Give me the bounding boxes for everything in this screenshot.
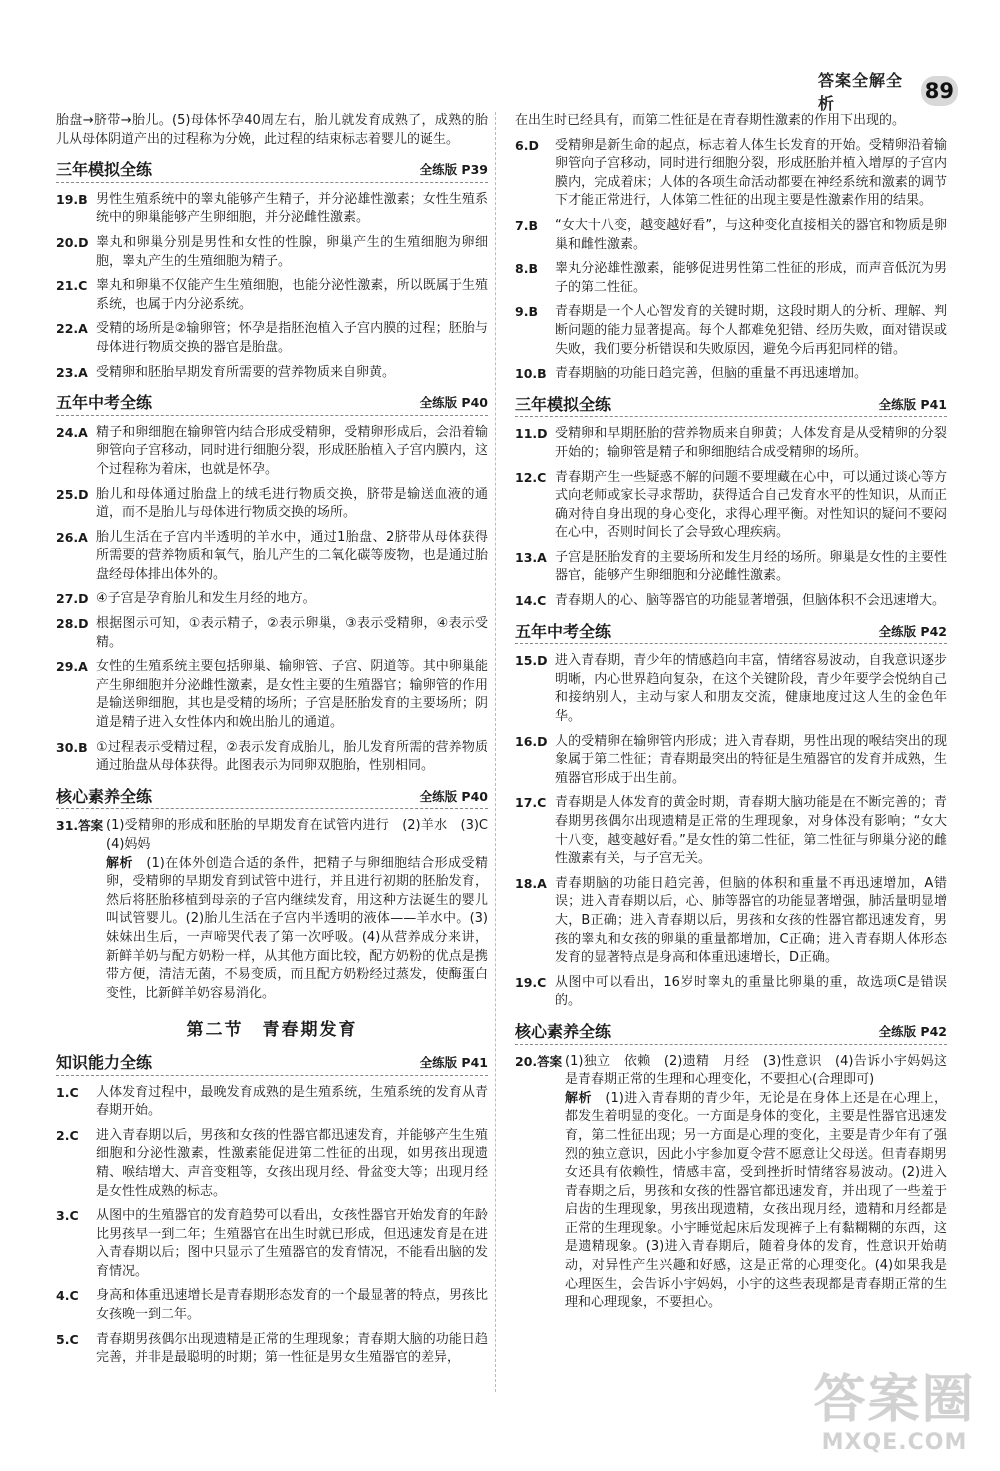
answer-text: 人体发育过程中，最晚发育成熟的是生殖系统，生殖系统的发育从青春期开始。: [96, 1084, 488, 1119]
answer-text: 从图中的生殖器官的发育趋势可以看出，女孩性器官开始发育的年龄比男孩早一到二年；生殖器官在出生时就已形成，但迅速发育是在进入青春期以后；图中只显示了生殖器官的发育情况，不能看出脑的发育情况。: [96, 1208, 488, 1279]
section-title: 五年中考全练: [56, 393, 153, 413]
answer-text: 青春期脑的功能日趋完善，但脑的重量不再迅速增加。: [555, 366, 868, 382]
answer-number: 19.B: [56, 191, 88, 207]
section-header: [56, 161, 488, 183]
answer-number: 7.B: [515, 217, 538, 233]
answer-list: [515, 425, 947, 610]
section-version: 全练版 P41: [419, 1054, 488, 1070]
answer-number: 20.答案: [515, 1053, 563, 1069]
section-version: 全练版 P42: [878, 1023, 947, 1039]
answer-item: [56, 615, 488, 652]
answer-number: 22.A: [56, 321, 88, 337]
answer-text: 从图中可以看出，16岁时睾丸的重量比卵巢的重，故选项C是错误的。: [555, 974, 947, 1009]
left-column: [56, 112, 502, 1374]
section-title: 核心素养全练: [515, 1021, 612, 1041]
answer-number: 19.C: [515, 974, 547, 990]
answer-text: 青春期男孩偶尔出现遗精是正常的生理现象；青春期大脑的功能日趋完善，并非是最聪明的时期；第一性征是男女生殖器官的差异，: [96, 1331, 488, 1366]
answer-item: [56, 320, 488, 357]
watermark-logo: [807, 1370, 982, 1465]
answer-item: [56, 529, 488, 585]
answer-item: [515, 549, 947, 586]
answer-item: [56, 817, 502, 1003]
answer-item: [56, 486, 488, 523]
analysis-label: 解析: [565, 1090, 592, 1106]
answer-list: [56, 424, 488, 776]
answer-item: [515, 1053, 947, 1313]
answer-item: [515, 875, 947, 968]
section-version: 全练版 P40: [419, 788, 488, 804]
right-column: [515, 112, 947, 1319]
answer-number: 1.C: [56, 1084, 79, 1100]
answer-item: [515, 137, 947, 211]
answer-text: 睾丸和卵巢不仅能产生生殖细胞，也能分泌性激素，所以既属于生殖系统，也属于内分泌系统。: [96, 278, 488, 312]
right-intro: 在出生时已经具有，而第二性征是在青春期性激素的作用下出现的。: [515, 113, 906, 128]
answer-text: 青春期产生一些疑惑不解的问题不要埋藏在心中，可以通过谈心等方式向老师或家长寻求帮助，获得适合自己发育水平的性知识，从而正确对待自身出现的身心变化，求得心理平衡。对性知识的疑问不要闷在心中，否则时间长了会导致心理疾病。: [555, 469, 947, 541]
section-header: [56, 394, 488, 416]
section-title: 核心素养全练: [56, 786, 153, 806]
answer-number: 28.D: [56, 616, 89, 632]
answer-text: (1)受精卵的形成和胚胎的早期发育在试管内进行 (2)羊水 (3)C (4)妈妈: [106, 818, 502, 852]
answer-number: 20.D: [56, 234, 89, 250]
answer-text: 身高和体重迅速增长是青春期形态发育的一个最显著的特点，男孩比女孩晚一到二年。: [96, 1288, 488, 1323]
answer-text: 睾丸分泌雄性激素，能够促进男性第二性征的形成，而声音低沉为男子的第二性征。: [555, 261, 947, 295]
answer-number: 11.D: [515, 426, 548, 442]
answer-number: 5.C: [56, 1331, 79, 1347]
column-divider: [495, 112, 496, 1392]
answer-number: 10.B: [515, 366, 547, 382]
answer-item: [515, 469, 947, 543]
answer-number: 9.B: [515, 304, 538, 320]
answer-item: [515, 303, 947, 359]
section-version: 全练版 P42: [878, 623, 947, 639]
section-version: 全练版 P41: [878, 396, 947, 412]
answer-number: 31.答案: [56, 818, 104, 834]
answer-text: ①过程表示受精过程，②表示发育成胎儿，胎儿发育所需的营养物质通过胎盘从母体获得。此图表示为同卵双胞胎，性别相同。: [96, 739, 488, 774]
answer-text: 受精卵是新生命的起点，标志着人体生长发育的开始。受精卵沿着输卵管向子宫移动，同时进行细胞分裂，形成胚胎并植入增厚的子宫内膜内，完成着床；人体的各项生命活动都要在神经系统和激素的调节下才能正常进行，人体第二性征的出现主要是性激素作用的结果。: [555, 137, 947, 209]
watermark-icon: 答案圈: [813, 1370, 976, 1430]
answer-item: [515, 425, 947, 462]
answer-item: [56, 1287, 488, 1324]
answer-item: [56, 590, 488, 609]
answer-item: [515, 592, 947, 611]
answer-number: 21.C: [56, 278, 88, 294]
answer-item: [56, 1207, 488, 1281]
answer-text: 进入青春期以后，男孩和女孩的性器官都迅速发育，并能够产生生殖细胞和分泌性激素，性激素能促进第二性征的出现，如男孩出现遗精、喉结增大、声音变粗等，女孩出现月经、骨盆变大等；出现月经是女性性成熟的标志。: [96, 1127, 488, 1199]
answer-item: [56, 364, 488, 383]
answer-text: 受精的场所是②输卵管；怀孕是指胚泡植入子宫内膜的过程；胚胎与母体进行物质交换的器官是胎盘。: [96, 321, 488, 355]
answer-text: 根据图示可知，①表示精子，②表示卵巢，③表示受精卵，④表示受精。: [96, 616, 488, 650]
answer-text: 青春期是人体发育的黄金时期，青春期大脑功能是在不断完善的；青春期男孩偶尔出现遗精是正常的生理现象，对身体没有影响；“女大十八变，越变越好看。”是女性的第二性征，第二性征与卵巢分泌的雌性激素有关，与子宫无关。: [555, 795, 947, 867]
answer-list: [56, 1084, 488, 1368]
answer-item: [515, 733, 947, 789]
answer-item: [515, 974, 947, 1011]
answer-text: “女大十八变，越变越好看”，与这种变化直接相关的器官和物质是卵巢和雌性激素。: [555, 217, 947, 252]
answer-text: 受精卵和胚胎早期发育所需要的营养物质来自卵黄。: [96, 364, 396, 380]
answer-text: 男性生殖系统中的睾丸能够产生精子，并分泌雄性激素；女性生殖系统中的卵巢能够产生卵细胞，并分泌雌性激素。: [96, 191, 488, 226]
answer-text: 青春期脑的功能日趋完善，但脑的体积和重量不再迅速增加，A错误；进入青春期以后，心、肺等器官的功能显著增强，肺活量明显增大，B正确；进入青春期以后，男孩和女孩的性器官都迅速发育，男孩的睾丸和女孩的卵巢的重量都增加，C正确；进入青春期人体形态发育的显著特点是身高和体重迅速增长，D正确。: [555, 875, 947, 966]
answer-number: 29.A: [56, 659, 88, 675]
answer-item: [56, 658, 488, 732]
answer-list: [515, 652, 947, 1011]
answer-text: 睾丸和卵巢分别是男性和女性的性腺，卵巢产生的生殖细胞为卵细胞，睾丸产生的生殖细胞为精子。: [96, 234, 488, 269]
answer-number: 13.A: [515, 549, 547, 565]
section-header: [515, 396, 947, 418]
answer-list: [515, 137, 947, 384]
answer-item: [56, 1331, 488, 1368]
answer-item: [515, 652, 947, 726]
section-header: [515, 623, 947, 645]
answer-text: 精子和卵细胞在输卵管内结合形成受精卵，受精卵形成后，会沿着输卵管向子宫移动，同时进行细胞分裂，形成胚胎植入子宫内膜内，这个过程称为着床，也就是怀孕。: [96, 424, 488, 477]
answer-text: 青春期人的心、脑等器官的功能显著增强，但脑体积不会迅速增大。: [555, 593, 946, 609]
analysis-text: (1)在体外创造合适的条件，把精子与卵细胞结合形成受精卵，受精卵的早期发育到试管中进行，并且进行初期的胚胎发育，然后将胚胎移植到母亲的子宫内继续发育，用这种方法诞生的婴儿叫试管婴儿。(2)胎儿生活在子宫内半透明的液体——羊水中。(3)妹妹出生后，一声啼哭代表了第一次呼吸。(4)从营养成分来讲，新鲜羊奶与配方奶粉一样，从其他方面比较，配方奶粉的优点是携带方便，清洁无菌，不易变质，而且配方奶粉经过蒸发，使酶蛋白变性，比新鲜羊奶容易消化。: [106, 855, 488, 1001]
answer-item: [56, 191, 488, 228]
answer-text: 受精卵和早期胚胎的营养物质来自卵黄；人体发育是从受精卵的分裂开始的；输卵管是精子和卵细胞结合成受精卵的场所。: [555, 426, 947, 460]
header-title: 答案全解全析: [818, 71, 904, 113]
answer-number: 8.B: [515, 261, 538, 277]
answer-list: [56, 191, 488, 382]
answer-number: 23.A: [56, 364, 88, 380]
answer-number: 6.D: [515, 137, 539, 153]
answer-number: 2.C: [56, 1127, 79, 1143]
answer-text: (1)独立 依赖 (2)遗精 月经 (3)性意识 (4)告诉小宇妈妈这是青春期正常的生理和心理变化，不要担心(合理即可): [565, 1053, 947, 1088]
answer-number: 25.D: [56, 486, 89, 502]
answer-item: [56, 424, 488, 480]
section-title: 三年模拟全练: [515, 394, 612, 414]
page-header: [818, 71, 958, 113]
answer-number: 16.D: [515, 733, 548, 749]
watermark-url: MXQE.COM: [821, 1430, 968, 1455]
answer-text: 胎儿生活在子宫内半透明的羊水中，通过1胎盘、2脐带从母体获得所需要的营养物质和氧气，胎儿产生的二氧化碳等废物，也是通过胎盘经母体排出体外的。: [96, 529, 488, 582]
answer-item: [515, 794, 947, 868]
answer-number: 24.A: [56, 424, 88, 440]
answer-item: [56, 739, 488, 776]
answer-item: [56, 234, 488, 271]
section-header: [515, 1023, 947, 1045]
answer-number: 26.A: [56, 529, 88, 545]
answer-text: 进入青春期，青少年的情感趋向丰富，情绪容易波动，自我意识逐步明晰，内心世界趋向复杂，在这个关键阶段，青少年要学会悦纳自己和接纳别人，主动与家人和朋友交流，健康地度过这人生的金色年华。: [555, 653, 947, 725]
section-title: 知识能力全练: [56, 1052, 153, 1072]
answer-number: 3.C: [56, 1208, 79, 1224]
answer-number: 15.D: [515, 653, 548, 669]
answer-number: 30.B: [56, 739, 88, 755]
answer-text: 女性的生殖系统主要包括卵巢、输卵管、子宫、阴道等。其中卵巢能产生卵细胞并分泌雌性激素，是女性主要的生殖器官；输卵管的作用是输送卵细胞，其也是受精的场所；子宫是胚胎发育的主要场所；阴道是精子进入女性体内和娩出胎儿的通道。: [96, 659, 488, 731]
answer-item: [515, 260, 947, 297]
answer-number: 27.D: [56, 591, 89, 607]
analysis-text: (1)进入青春期的青少年，无论是在身体上还是在心理上，都发生着明显的变化。一方面是身体的变化，主要是性器官迅速发育，第二性征出现；另一方面是心理的变化，主要是青少年有了强烈的独立意识，因此小宇参加夏令营不愿意让父母送。但青春期男女还具有依赖性，情感丰富，受到挫折时情绪容易波动。(2)进入青春期之后，男孩和女孩的性器官都迅速发育，并出现了一些羞于启齿的生理现象，男孩出现遗精，女孩出现月经，遗精和月经都是正常的生理现象。小宇睡觉起床后发现裤子上有黏糊糊的东西，这是遗精现象。(3)进入青春期后，随着身体的发育，性意识开始萌动，对异性产生兴趣和好感，这是正常的心理变化。(4)如果我是心理医生，会告诉小宇妈妈，小宇的这些表现都是青春期正常的生理和心理现象，不要担心。: [565, 1090, 947, 1311]
answer-number: 4.C: [56, 1288, 79, 1304]
answer-item: [56, 1127, 488, 1201]
answer-text: 青春期是一个人心智发育的关键时期，这段时期人的分析、理解、判断问题的能力显著提高。每个人都难免犯错、经历失败，面对错误或失败，我们要分析错误和失败原因，避免今后再犯同样的错。: [555, 304, 947, 357]
answer-item: [56, 277, 488, 314]
section-title: 三年模拟全练: [56, 160, 153, 180]
answer-number: 18.A: [515, 875, 547, 891]
left-intro: 胎盘→脐带→胎儿。(5)母体怀孕40周左右，胎儿就发育成熟了，成熟的胎儿从母体阴道产出的过程称为分娩，此过程的结束标志着婴儿的诞生。: [56, 113, 488, 147]
answer-number: 12.C: [515, 469, 547, 485]
chapter-title: 第二节 青春期发育: [186, 1020, 358, 1041]
answer-text: 人的受精卵在输卵管内形成；进入青春期，男性出现的喉结突出的现象属于第二性征；青春期最突出的特征是生殖器官的发育并成熟，生殖器官形成于出生前。: [555, 733, 947, 786]
analysis-label: 解析: [106, 855, 133, 871]
section-version: 全练版 P39: [419, 162, 488, 178]
section-version: 全练版 P40: [419, 395, 488, 411]
answer-number: 14.C: [515, 593, 547, 609]
section-title: 五年中考全练: [515, 621, 612, 641]
section-header: [56, 1054, 488, 1076]
answer-item: [515, 217, 947, 254]
answer-item: [56, 1084, 488, 1121]
answer-item: [515, 365, 947, 384]
answer-number: 17.C: [515, 795, 547, 811]
answer-text: 子宫是胚胎发育的主要场所和发生月经的场所。卵巢是女性的主要性器官，能够产生卵细胞和分泌雌性激素。: [555, 549, 947, 584]
page-number: 89: [921, 76, 958, 106]
answer-text: 胎儿和母体通过胎盘上的绒毛进行物质交换，脐带是输送血液的通道，而不是胎儿与母体进行物质交换的场所。: [96, 486, 488, 521]
answer-text: ④子宫是孕育胎儿和发生月经的地方。: [96, 591, 316, 607]
section-header: [56, 788, 488, 810]
